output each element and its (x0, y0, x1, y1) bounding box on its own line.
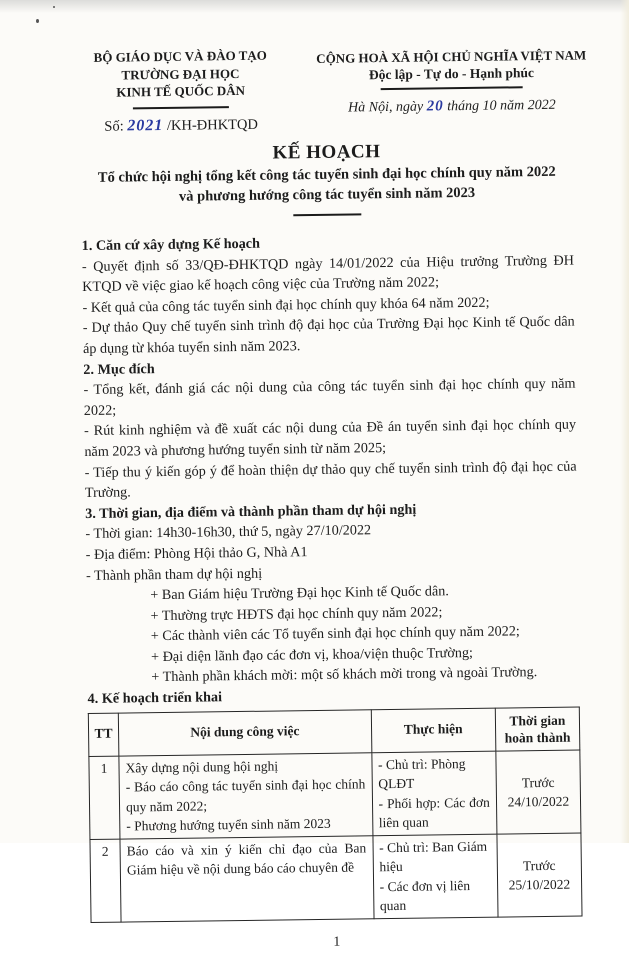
date-suffix: tháng 10 năm 2022 (447, 97, 556, 115)
col-header-tt: TT (88, 713, 119, 756)
section-3-item: - Thời gian: 14h30-16h30, thứ 5, ngày 27/10/2022 (85, 522, 372, 543)
section-3-sub-item: + Thường trực HĐTS đại học chính quy năm 2022; (150, 604, 443, 624)
divider-rule (133, 106, 229, 109)
col-header-deadline: Thời gian hoàn thành (495, 707, 580, 751)
section-2-item: - Tổng kết, đánh giá các nội dung của công tác tuyển sinh đại học chính quy năm 2022; (83, 375, 576, 419)
section-2-item: - Tiếp thu ý kiến góp ý để hoàn thiện dự thảo quy chế tuyển sinh trình độ đại học của Trường. (84, 458, 577, 502)
document-body (82, 230, 583, 957)
university-name-line2: KINH TẾ QUỐC DÂN (116, 82, 246, 100)
document-title: KẾ HOẠCH (272, 141, 381, 164)
section-4-heading: 4. Kế hoạch triển khai (87, 689, 223, 708)
section-3-heading: 3. Thời gian, địa điểm và thành phần tham dự hội nghị (85, 501, 417, 522)
section-1-item: - Dự thảo Quy chế tuyển sinh trình độ đại học của Trường Đại học Kinh tế Quốc dân áp dụng từ khóa tuyển sinh năm 2023. (82, 313, 575, 357)
section-1-heading: 1. Căn cứ xây dựng Kế hoạch (81, 235, 261, 255)
scan-speck (36, 19, 39, 23)
table-header-row (88, 707, 580, 756)
scan-edge-right (620, 0, 629, 843)
table-row (90, 833, 582, 922)
university-name-line1: TRƯỜNG ĐẠI HỌC (121, 65, 240, 83)
row-2-executor: - Chủ trì: Ban Giám hiệu - Các đơn vị liên quan (372, 834, 497, 919)
date-day-handwritten: 20 (426, 98, 444, 115)
implementation-plan-table (88, 706, 583, 922)
country-title: CỘNG HOÀ XÃ HỘI CHỦ NGHĨA VIỆT NAM (316, 47, 587, 66)
doc-number-prefix: Số: (104, 117, 124, 135)
section-2-heading: 2. Mục đích (83, 360, 155, 378)
issuing-org-block (61, 46, 300, 136)
section-1-item: - Kết quả của công tác tuyển sinh đại học chính quy khóa 64 năm 2022; (82, 294, 490, 316)
title-underline (293, 213, 361, 216)
document-number (62, 115, 300, 137)
scan-speck (53, 6, 55, 8)
document-subtitle-line1: Tổ chức hội nghị tổng kết công tác tuyển sinh đại học chính quy năm 2022 (97, 163, 556, 186)
row-2-deadline: Trước 25/10/2022 (497, 833, 582, 917)
doc-number-suffix: /KH-ĐHKTQD (166, 116, 259, 134)
section-3-item: - Thành phần tham dự hội nghị (85, 565, 263, 584)
page-number: 1 (333, 934, 341, 950)
section-2-item: - Rút kinh nghiệm và đề xuất các nội dung của Đề án tuyển sinh đại học chính quy năm 2023 và phương hướng tuyển sinh từ năm 2025; (84, 416, 577, 460)
row-1-number: 1 (89, 756, 120, 839)
row-1-content: Xây dựng nội dung hội nghị - Báo cáo công tác tuyển sinh đại học chính quy năm 2022; - Phương hướng tuyển sinh năm 2023 (119, 752, 373, 838)
section-3-sub-item: + Ban Giám hiệu Trường Đại học Kinh tế Quốc dân. (150, 583, 449, 604)
row-1-deadline: Trước 24/10/2022 (496, 750, 581, 834)
row-2-number: 2 (90, 839, 121, 922)
place-date-line (306, 96, 598, 117)
col-header-content: Nội dung công việc (118, 709, 371, 755)
national-motto-block (305, 46, 598, 117)
doc-number-handwritten: 2021 (127, 116, 164, 134)
row-1-executor: - Chủ trì: Phòng QLĐT - Phối hợp: Các đơn liên quan (371, 751, 496, 836)
section-3-sub-item: + Thành phần khách mời: một số khách mời trong và ngoài Trường. (151, 664, 538, 686)
divider-rule (381, 86, 523, 90)
section-3-item: - Địa điểm: Phòng Hội thảo G, Nhà A1 (85, 544, 308, 563)
row-2-content: Báo cáo và xin ý kiến chỉ đạo của Ban Giám hiệu về nội dung báo cáo chuyên đề (120, 835, 374, 921)
section-3-sub-item: + Các thành viên các Tổ tuyển sinh đại học chính quy năm 2022; (150, 623, 520, 645)
date-prefix: Hà Nội, ngày (348, 99, 424, 116)
document-subtitle-line2: và phương hướng công tác tuyển sinh năm 2023 (178, 184, 476, 205)
table-row (89, 750, 581, 839)
section-3-sub-item: + Đại diện lãnh đạo các đơn vị, khoa/viện thuộc Trường; (150, 644, 474, 666)
motto: Độc lập - Tự do - Hạnh phúc (368, 65, 535, 83)
scan-edge-top (0, 0, 629, 13)
col-header-executor: Thực hiện (371, 708, 496, 753)
document-title-block (76, 138, 577, 220)
ministry-name: BỘ GIÁO DỤC VÀ ĐÀO TẠO (93, 47, 267, 65)
section-1-item: - Quyết định số 33/QĐ-ĐHKTQD ngày 14/01/2022 của Hiệu trưởng Trường ĐH KTQD về việc giao kế hoạch công việc của Trường năm 2022; (81, 252, 575, 296)
